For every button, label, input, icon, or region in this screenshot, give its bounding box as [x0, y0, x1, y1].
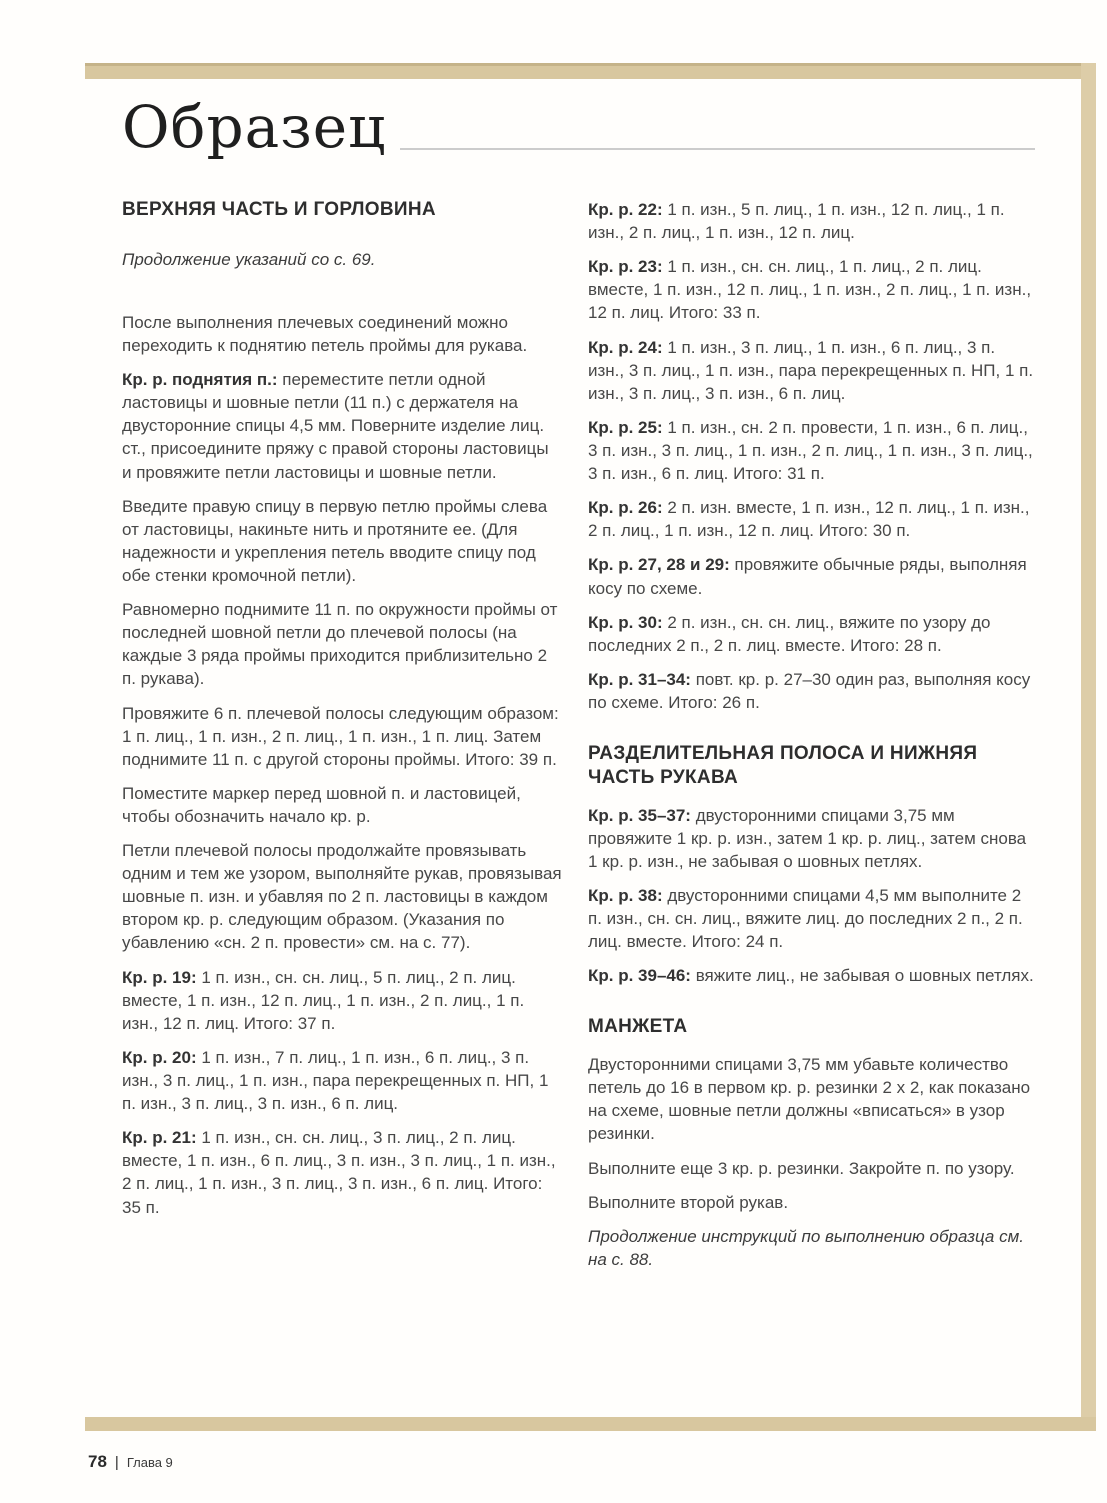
instruction-paragraph [588, 416, 1034, 485]
section-heading-cuff: МАНЖЕТА [588, 1016, 688, 1038]
instruction-paragraph: Поместите маркер перед шовной п. и ластовицей, чтобы обозначить начало кр. р. [122, 783, 521, 826]
page-number: 78 [88, 1452, 107, 1471]
instruction-paragraph [588, 611, 1034, 657]
instruction-paragraph [588, 668, 1034, 714]
right-border-bar [1081, 63, 1096, 1431]
instruction-text: 1 п. изн., сн. сн. лиц., 3 п. лиц., 2 п. лиц. вместе, 1 п. изн., 6 п. лиц., 3 п. изн., 3 п. лиц., 1 п. изн., 2 п. лиц., 1 п. изн., 3 п. лиц., 3 п. изн., 6 п. лиц. Итого: 35 п. [122, 1128, 556, 1217]
row-label: Кр. р. 24: [588, 337, 663, 357]
instruction-paragraph [588, 553, 1034, 599]
row-label: Кр. р. 19: [122, 967, 197, 987]
instruction-text: 2 п. изн. вместе, 1 п. изн., 12 п. лиц., 1 п. изн., 2 п. лиц., 1 п. изн., 12 п. лиц. Итого: 30 п. [588, 498, 1030, 541]
row-label: Кр. р. 38: [588, 885, 663, 905]
row-label: Кр. р. 23: [588, 257, 663, 277]
row-label: Кр. р. 35–37: [588, 805, 691, 825]
instruction-paragraph: Выполните еще 3 кр. р. резинки. Закройте п. по узору. [588, 1158, 1015, 1178]
instruction-paragraph [588, 496, 1034, 542]
continuation-note: Продолжение указаний со с. 69. [122, 249, 376, 269]
left-column [122, 198, 562, 1271]
instruction-text: двусторонними спицами 3,75 мм провяжите 1 кр. р. изн., затем 1 кр. р. лиц., затем снова 1 кр. р. изн., не забывая о шовных петлях. [588, 805, 1027, 871]
instruction-text: 1 п. изн., 7 п. лиц., 1 п. изн., 6 п. лиц., 3 п. изн., 3 п. лиц., 1 п. изн., пара перекрещенных п. НП, 1 п. изн., 3 п. лиц., 3 п. изн., 6 п. лиц. [122, 1047, 549, 1114]
content-columns [122, 198, 1034, 1271]
top-border-bar [85, 63, 1096, 79]
instruction-text: 1 п. изн., сн. сн. лиц., 1 п. лиц., 2 п. лиц. вместе, 1 п. изн., 12 п. лиц., 1 п. изн., 2 п. лиц., 1 п. изн., 12 п. лиц. Итого: 33 п. [588, 257, 1032, 323]
instruction-paragraph [588, 336, 1034, 405]
instruction-text: провяжите обычные ряды, выполняя косу по схеме. [588, 555, 1027, 598]
row-label: Кр. р. 20: [122, 1047, 197, 1067]
closing-note: Продолжение инструкций по выполнению образца см. на с. 88. [588, 1226, 1024, 1269]
bottom-border-bar [85, 1417, 1096, 1431]
chapter-title-row [122, 93, 1035, 161]
instruction-paragraph [122, 368, 562, 484]
instruction-paragraph: После выполнения плечевых соединений можно переходить к поднятию петель проймы для рукава. [122, 312, 528, 355]
instruction-text: 1 п. изн., 5 п. лиц., 1 п. изн., 12 п. лиц., 1 п. изн., 2 п. лиц., 1 п. изн., 12 п. лиц. [588, 200, 1005, 243]
section-heading-divider-band: РАЗДЕЛИТЕЛЬНАЯ ПОЛОСА И НИЖНЯЯ ЧАСТЬ РУКАВА [588, 743, 978, 788]
chapter-label: Глава 9 [126, 1455, 173, 1470]
instruction-paragraph [588, 804, 1034, 873]
instruction-text: переместите петли одной ластовицы и шовные петли (11 п.) с держателя на двусторонние спицы 4,5 мм. Поверните изделие лиц. ст., присоедините пряжу с правой стороны ластовицы и провяжите петли ластовицы и шовные петли. [122, 370, 549, 482]
instruction-paragraph: Провяжите 6 п. плечевой полосы следующим образом: 1 п. лиц., 1 п. изн., 2 п. лиц., 1 п. изн., 1 п. лиц. Затем поднимите 11 п. с другой стороны проймы. Итого: 39 п. [122, 703, 559, 769]
instruction-text: 1 п. изн., 3 п. лиц., 1 п. изн., 6 п. лиц., 3 п. изн., 3 п. лиц., 1 п. изн., пара перекрещенных п. НП, 1 п. изн., 3 п. лиц., 3 п. изн., 6 п. лиц. [588, 337, 1034, 403]
section-heading-upper-part: ВЕРХНЯЯ ЧАСТЬ И ГОРЛОВИНА [122, 199, 436, 220]
instruction-text: 1 п. изн., сн. сн. лиц., 5 п. лиц., 2 п. лиц. вместе, 1 п. изн., 12 п. лиц., 1 п. изн., 2 п. лиц., 1 п. изн., 12 п. лиц. Итого: 37 п. [122, 967, 525, 1033]
instruction-paragraph [122, 966, 562, 1035]
row-label: Кр. р. 22: [588, 200, 663, 219]
row-label: Кр. р. 21: [122, 1128, 197, 1148]
row-label: Кр. р. поднятия п.: [122, 370, 278, 390]
instruction-text: повт. кр. р. 27–30 один раз, выполняя косу по схеме. Итого: 26 п. [588, 669, 1031, 712]
row-label: Кр. р. 31–34: [588, 669, 691, 689]
row-label: Кр. р. 25: [588, 417, 663, 437]
instruction-paragraph [588, 884, 1034, 953]
instruction-paragraph: Равномерно поднимите 11 п. по окружности проймы от последней шовной петли до плечевой полосы (на каждые 3 ряда проймы приходится приблизительно 2 п. рукава). [122, 600, 558, 689]
instruction-paragraph: Двусторонними спицами 3,75 мм убавьте количество петель до 16 в первом кр. р. резинки 2 х 2, как показано на схеме, шовные петли должны «вписаться» в узор резинки. [588, 1055, 1031, 1144]
row-label: Кр. р. 30: [588, 612, 663, 632]
footer-separator: | [114, 1454, 119, 1471]
instruction-paragraph: Введите правую спицу в первую петлю проймы слева от ластовицы, накиньте нить и протяните ее. (Для надежности и укрепления петель вводите спицу под обе стенки кромочной петли). [122, 496, 548, 585]
instruction-paragraph [588, 964, 1034, 987]
instruction-paragraph: Петли плечевой полосы продолжайте провязывать одним и тем же узором, выполняйте рукав, провязывая шовные п. изн. и убавляя по 2 п. ластовицы в каждом втором кр. р. следующим образом. (Указания по убавлению «сн. 2 п. провести» см. на с. 77). [122, 841, 562, 953]
instruction-paragraph [122, 1126, 562, 1218]
page-title: Образец [122, 93, 387, 161]
instruction-text: 1 п. изн., сн. 2 п. провести, 1 п. изн., 6 п. лиц., 3 п. изн., 3 п. лиц., 1 п. изн., 2 п. лиц., 1 п. изн., 3 п. лиц., 3 п. изн., 6 п. лиц. Итого: 31 п. [588, 417, 1033, 484]
row-label: Кр. р. 27, 28 и 29: [588, 555, 730, 575]
instruction-paragraph [588, 255, 1034, 324]
row-label: Кр. р. 26: [588, 498, 663, 518]
title-rule [400, 148, 1035, 150]
row-label: Кр. р. 39–46: [588, 966, 691, 986]
page-footer [88, 1452, 173, 1472]
right-column [588, 198, 1034, 1271]
instruction-text: вяжите лиц., не забывая о шовных петлях. [690, 966, 1034, 986]
instruction-text: 2 п. изн., сн. сн. лиц., вяжите по узору до последних 2 п., 2 п. лиц. вместе. Итого: 28 п. [588, 612, 991, 655]
instruction-text: двусторонними спицами 4,5 мм выполните 2 п. изн., сн. сн. лиц., вяжите лиц. до последних 2 п., 2 п. лиц. вместе. Итого: 24 п. [588, 885, 1023, 952]
instruction-paragraph [588, 198, 1034, 244]
instruction-paragraph [122, 1046, 562, 1115]
instruction-paragraph: Выполните второй рукав. [588, 1192, 789, 1212]
